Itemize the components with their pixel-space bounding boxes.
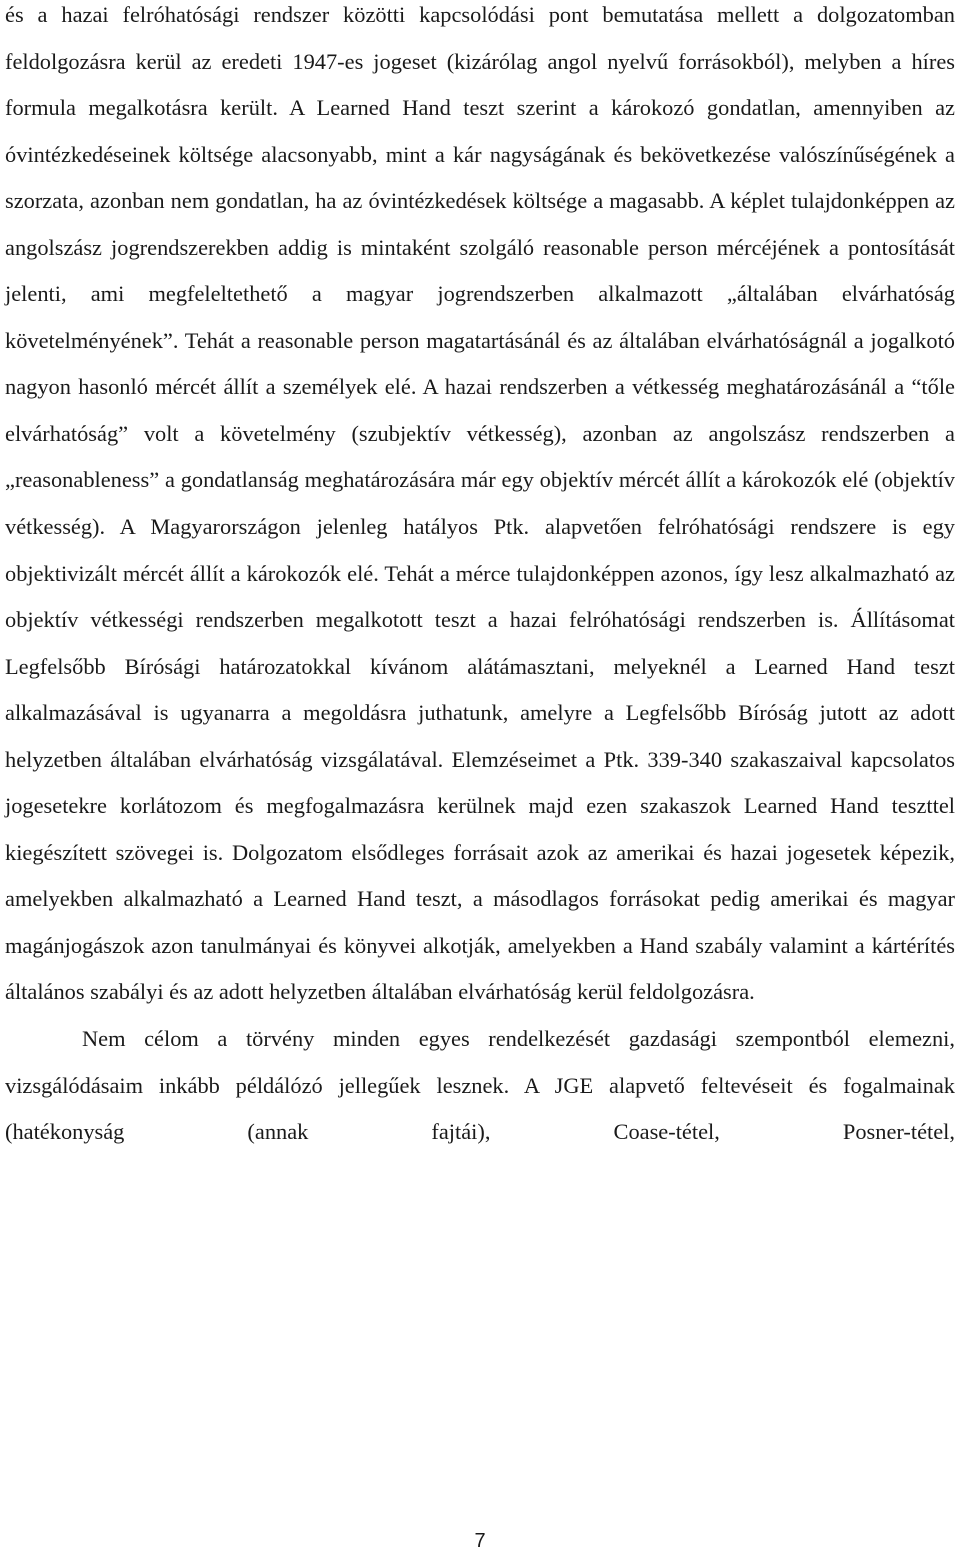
paragraph-1: és a hazai felróhatósági rendszer közötti kapcsolódási pont bemutatása mellett a dolgozatomban feldolgozásra kerül az eredeti 1947-es jogeset (kizárólag angol nyelvű forrásokból), melyben a híres formula megalkotásra került. A Learned Hand teszt szerint a károkozó gondatlan, amennyiben az óvintézkedéseinek költsége alacsonyabb, mint a kár nagyságának és bekövetkezése valószínűségének a szorzata, azonban nem gondatlan, ha az óvintézkedések költsége a magasabb. A képlet tulajdonképpen az angolszász jogrendszerekben addig is mintaként szolgáló reasonable person mércéjének a pontosítását jelenti, ami megfeleltethető a magyar jogrendszerben alkalmazott „általában elvárhatóság követelményének”. Tehát a reasonable person magatartásánál és az általában elvárhatóságnál a jogalkotó nagyon hasonló mércét állít a személyek elé. A hazai rendszerben a vétkesség meghatározásánál a “tőle elvárhatóság” volt a követelmény (szubjektív vétkesség), azonban az angolszász rendszerben a „reasonableness” a gondatlanság meghatározására már egy objektív mércét állít a károkozók elé (objektív vétkesség). A Magyarországon jelenleg hatályos Ptk. alapvetően felróhatósági rendszere is egy objektivizált mércét állít a károkozók elé. Tehát a mérce tulajdonképpen azonos, így lesz alkalmazható az objektív vétkességi rendszerben megalkotott teszt a hazai felróhatósági rendszerben is. Állításomat Legfelsőbb Bírósági határozatokkal kívánom alátámasztani, melyeknél a Learned Hand teszt alkalmazásával is ugyanarra a megoldásra juthatunk, amelyre a Legfelsőbb Bíróság jutott az adott helyzetben általában elvárhatóság vizsgálatával. Elemzéseimet a Ptk. 339-340 szakaszaival kapcsolatos jogesetekre korlátozom és megfogalmazásra kerülnek majd ezen szakaszok Learned Hand teszttel kiegészített szövegei is. Dolgozatom elsődleges forrásait azok az amerikai és hazai jogesetek képezik, amelyekben alkalmazható a Learned Hand teszt, a másodlagos forrásokat pedig amerikai és magyar magánjogászok azon tanulmányai és könyvei alkotják, amelyekben a Hand szabály valamint a kártérítés általános szabályi és az adott helyzetben általában elvárhatóság kerül feldolgozásra.	[5, 2, 955, 1005]
document-body	[5, 0, 955, 1156]
page-number: 7	[474, 1530, 486, 1552]
paragraph-2: Nem célom a törvény minden egyes rendelkezését gazdasági szempontból elemezni, vizsgálódásaim inkább példálózó jellegűek lesznek. A JGE alapvető feltevéseit és fogalmainak (hatékonyság (annak fajtái), Coase-tétel, Posner-tétel,	[5, 1026, 955, 1145]
